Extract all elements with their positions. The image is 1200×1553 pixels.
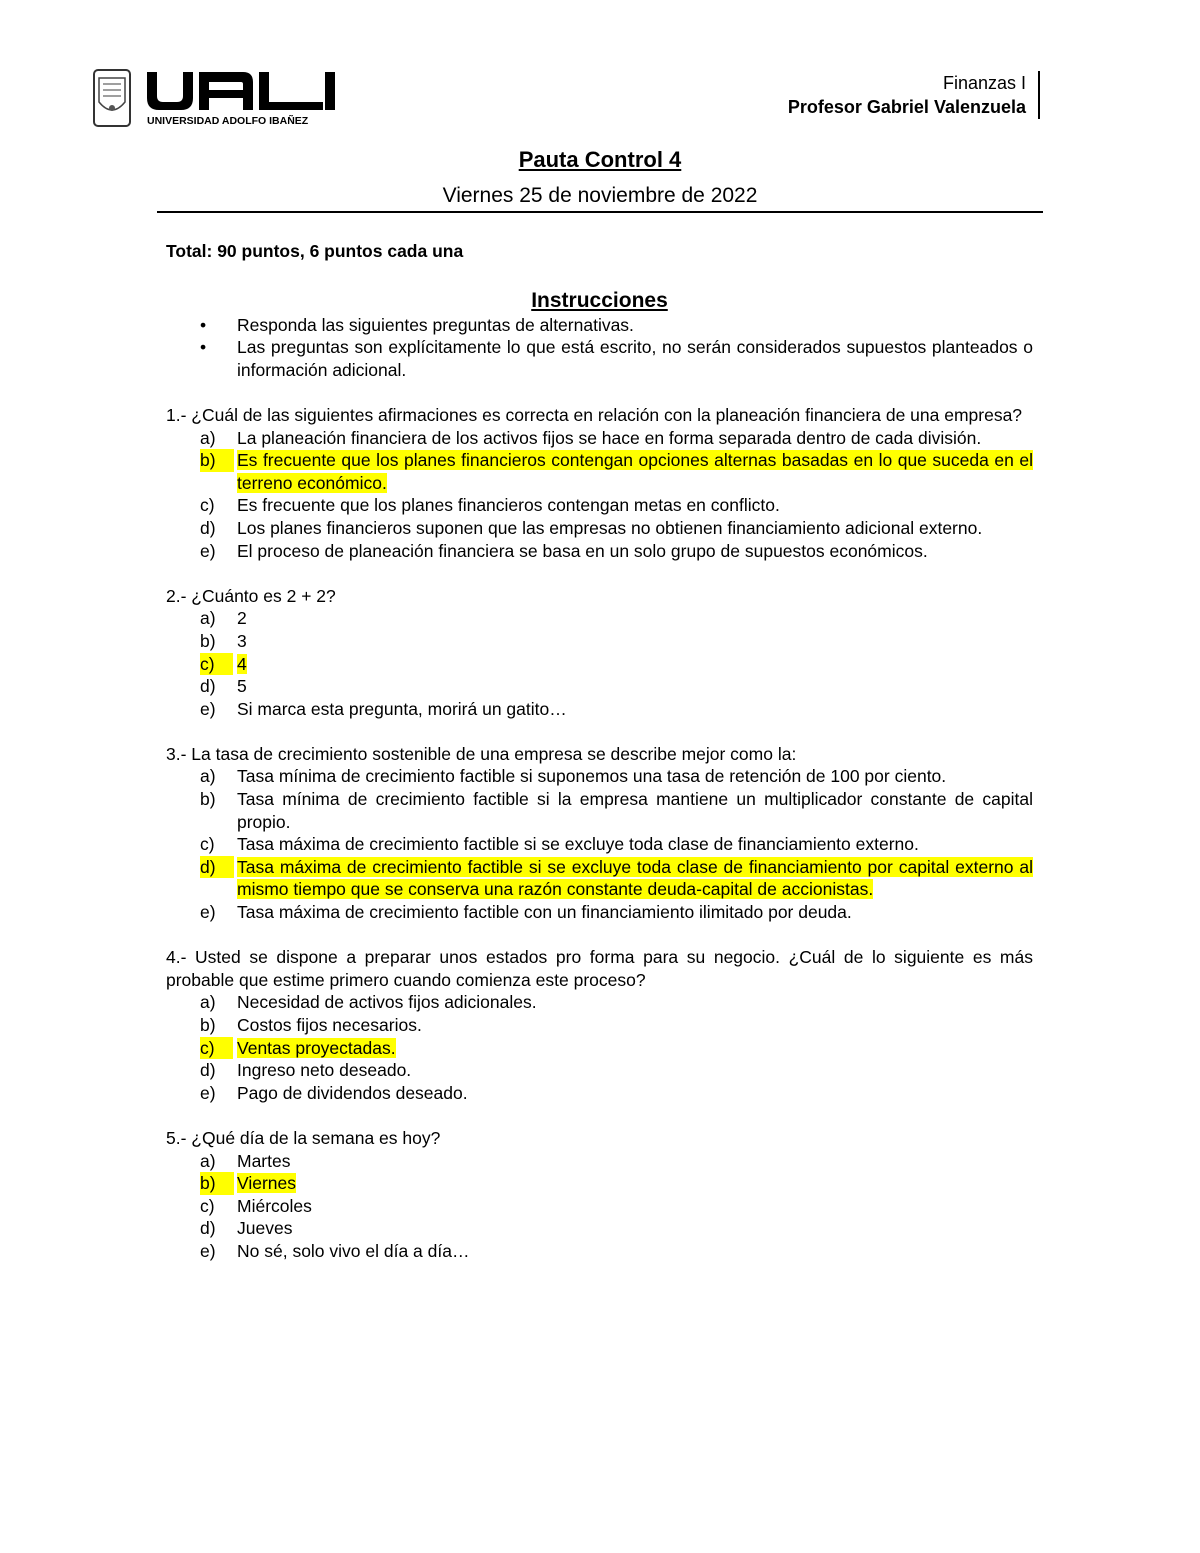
option-letter: c)	[200, 1195, 215, 1216]
option-letter: a)	[200, 766, 216, 787]
question-5	[166, 1127, 1033, 1263]
option-letter: a)	[200, 608, 216, 629]
option-item	[166, 1195, 1033, 1218]
option-text: 4	[237, 653, 247, 674]
total-points: Total: 90 puntos, 6 puntos cada una	[166, 241, 464, 261]
option-letter: d)	[200, 1218, 216, 1239]
option-text: Martes	[237, 1150, 291, 1171]
option-item	[166, 788, 1033, 833]
option-letter: c)	[200, 495, 215, 516]
divider	[157, 211, 1043, 213]
option-text: Necesidad de activos fijos adicionales.	[237, 992, 537, 1013]
exam-date: Viernes 25 de noviembre de 2022	[442, 184, 758, 207]
option-text: Si marca esta pregunta, morirá un gatito…	[237, 698, 567, 719]
option-letter: d)	[200, 856, 234, 879]
option-letter: d)	[200, 676, 216, 697]
option-item	[166, 494, 1033, 517]
option-text: Jueves	[237, 1218, 293, 1239]
options-list	[166, 427, 1033, 563]
option-item	[166, 1014, 1033, 1037]
option-text: 3	[237, 630, 247, 651]
instructions-list	[166, 314, 1033, 382]
professor-name: Profesor Gabriel Valenzuela	[787, 97, 1026, 117]
option-text: Tasa mínima de crecimiento factible si la empresa mantiene un multiplicador constante de capital propio.	[237, 789, 1033, 832]
bullet-icon: •	[200, 337, 207, 358]
option-letter: c)	[200, 834, 215, 855]
option-letter: a)	[200, 1150, 216, 1171]
option-text: Costos fijos necesarios.	[237, 1015, 422, 1035]
option-text: No sé, solo vivo el día a día…	[237, 1240, 470, 1261]
question-2	[166, 585, 1033, 721]
instruction-text: Las preguntas son explícitamente lo que está escrito, no serán considerados supuestos planteados o información adicional.	[237, 337, 1033, 380]
option-text: 2	[237, 608, 247, 629]
options-list	[166, 765, 1033, 923]
option-letter: e)	[200, 1082, 216, 1103]
option-text: El proceso de planeación financiera se basa en un solo grupo de supuestos económicos.	[237, 540, 928, 561]
question-4	[166, 946, 1033, 1104]
option-item	[166, 698, 1033, 721]
option-letter: e)	[200, 540, 216, 561]
question-3	[166, 743, 1033, 924]
question-1	[166, 404, 1033, 562]
option-text: Tasa máxima de crecimiento factible si se excluye toda clase de financiamiento por capital externo al mismo tiempo que se conserva una razón constante deuda-capital de accionistas.	[237, 856, 1033, 900]
option-text: Es frecuente que los planes financieros contengan metas en conflicto.	[237, 495, 780, 516]
question-text: 4.- Usted se dispone a preparar unos estados pro forma para su negocio. ¿Cuál de lo siguiente es más probable que estime primero cuando comienza este proceso?	[166, 947, 1033, 990]
option-letter: b)	[200, 449, 234, 472]
option-text: Los planes financieros suponen que las empresas no obtienen financiamiento adicional externo.	[237, 517, 983, 538]
bullet-icon: •	[200, 314, 207, 335]
option-item	[166, 675, 1033, 698]
option-text: Ingreso neto deseado.	[237, 1060, 412, 1081]
option-letter: c)	[200, 1037, 233, 1060]
options-list	[166, 991, 1033, 1104]
option-letter: b)	[200, 789, 216, 810]
option-text: Tasa máxima de crecimiento factible si se excluye toda clase de financiamiento externo.	[237, 834, 919, 855]
option-item-correct	[166, 1172, 1033, 1195]
question-text: 5.- ¿Qué día de la semana es hoy?	[166, 1127, 441, 1148]
instruction-item	[166, 336, 1033, 381]
option-text: Es frecuente que los planes financieros contengan opciones alternas basadas en lo que suceda en el terreno económico.	[237, 450, 1033, 493]
page-title: Pauta Control 4	[518, 147, 682, 172]
header-info	[788, 71, 1040, 119]
option-text: Tasa máxima de crecimiento factible con un financiamiento ilimitado por deuda.	[237, 902, 852, 923]
option-text: Miércoles	[237, 1195, 312, 1216]
option-item	[166, 1217, 1033, 1240]
option-text: La planeación financiera de los activos fijos se hace en forma separada dentro de cada división.	[237, 427, 982, 448]
option-letter: b)	[200, 630, 216, 651]
option-item-correct	[166, 856, 1033, 901]
uai-wordmark-icon	[147, 72, 335, 110]
option-item	[166, 765, 1033, 788]
question-text: 3.- La tasa de crecimiento sostenible de una empresa se describe mejor como la:	[166, 743, 797, 764]
option-item	[166, 991, 1033, 1014]
crest-icon	[94, 70, 130, 126]
option-item	[166, 607, 1033, 630]
option-item	[166, 517, 1033, 540]
options-list	[166, 607, 1033, 720]
option-text: 5	[237, 676, 247, 697]
option-item	[166, 1082, 1033, 1105]
option-letter: a)	[200, 992, 216, 1013]
option-item	[166, 833, 1033, 856]
instruction-item	[166, 314, 1033, 337]
university-logo	[93, 68, 343, 130]
option-item	[166, 1059, 1033, 1082]
option-letter: c)	[200, 653, 233, 676]
option-item	[166, 630, 1033, 653]
option-letter: e)	[200, 1240, 216, 1261]
logo-text: UNIVERSIDAD ADOLFO IBAÑEZ	[147, 115, 309, 127]
instruction-text: Responda las siguientes preguntas de alternativas.	[237, 314, 634, 335]
option-item	[166, 901, 1033, 924]
course-name: Finanzas I	[942, 73, 1026, 93]
option-item	[166, 1150, 1033, 1173]
option-item-correct	[166, 1037, 1033, 1060]
option-text: Pago de dividendos deseado.	[237, 1082, 468, 1103]
option-item	[166, 1240, 1033, 1263]
document-body	[166, 240, 1033, 1263]
option-letter: d)	[200, 1060, 216, 1081]
option-letter: e)	[200, 902, 216, 923]
option-letter: e)	[200, 698, 216, 719]
instructions-title: Instrucciones	[531, 288, 668, 312]
option-text: Ventas proyectadas.	[237, 1037, 396, 1058]
option-item-correct	[166, 653, 1033, 676]
option-item	[166, 540, 1033, 563]
option-item-correct	[166, 449, 1033, 494]
option-letter: d)	[200, 517, 216, 538]
option-text: Viernes	[237, 1173, 297, 1194]
options-list	[166, 1150, 1033, 1263]
option-letter: b)	[200, 1015, 216, 1035]
option-letter: b)	[200, 1172, 234, 1195]
question-text: 2.- ¿Cuánto es 2 + 2?	[166, 585, 336, 606]
option-letter: a)	[200, 427, 216, 448]
option-item	[166, 427, 1033, 450]
question-text: 1.- ¿Cuál de las siguientes afirmaciones es correcta en relación con la planeación financiera de una empresa?	[166, 404, 1023, 425]
option-text: Tasa mínima de crecimiento factible si suponemos una tasa de retención de 100 por ciento.	[237, 766, 947, 787]
